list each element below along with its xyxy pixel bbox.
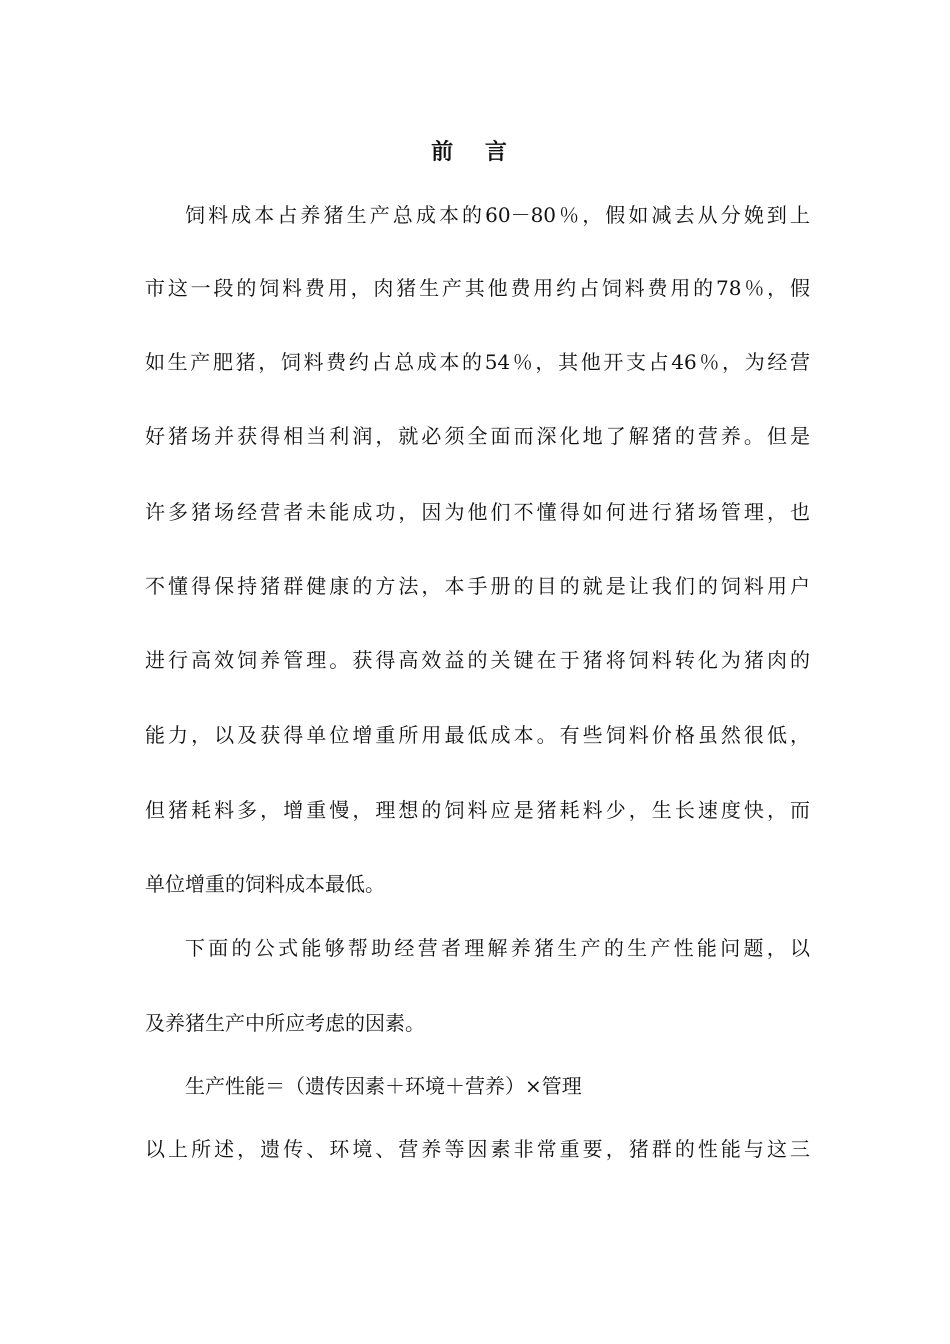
paragraph-2-line: 下面的公式能够帮助经营者理解养猪生产的生产性能问题，以 <box>185 936 810 960</box>
page-title: 前 言 <box>431 139 519 165</box>
paragraph-1-line: 不懂得保持猪群健康的方法，本手册的目的就是让我们的饲料用户 <box>145 574 810 598</box>
paragraph-1-line: 许多猪场经营者未能成功，因为他们不懂得如何进行猪场管理，也 <box>145 500 810 524</box>
paragraph-3-line: 以上所述，遗传、环境、营养等因素非常重要，猪群的性能与这三 <box>145 1137 810 1161</box>
paragraph-1-line: 如生产肥猪，饲料费约占总成本的54％，其他开支占46％，为经营 <box>145 350 810 374</box>
paragraph-1-line: 进行高效饲养管理。获得高效益的关键在于猪将饲料转化为猪肉的 <box>145 648 810 672</box>
paragraph-1-line: 能力，以及获得单位增重所用最低成本。有些饲料价格虽然很低， <box>145 723 810 747</box>
paragraph-1-line: 单位增重的饲料成本最低。 <box>145 872 385 896</box>
paragraph-1-line: 市这一段的饲料费用，肉猪生产其他费用约占饲料费用的78％，假 <box>145 276 810 300</box>
paragraph-2-line: 及养猪生产中所应考虑的因素。 <box>145 1011 425 1035</box>
paragraph-1-line: 好猪场并获得相当利润，就必须全面而深化地了解猪的营养。但是 <box>145 424 810 448</box>
paragraph-1-line: 但猪耗料多，增重慢，理想的饲料应是猪耗料少，生长速度快，而 <box>145 798 810 822</box>
paragraph-1-line: 饲料成本占养猪生产总成本的60－80％，假如减去从分娩到上 <box>185 203 810 227</box>
formula-line: 生产性能＝（遗传因素＋环境＋营养）×管理 <box>185 1074 582 1098</box>
